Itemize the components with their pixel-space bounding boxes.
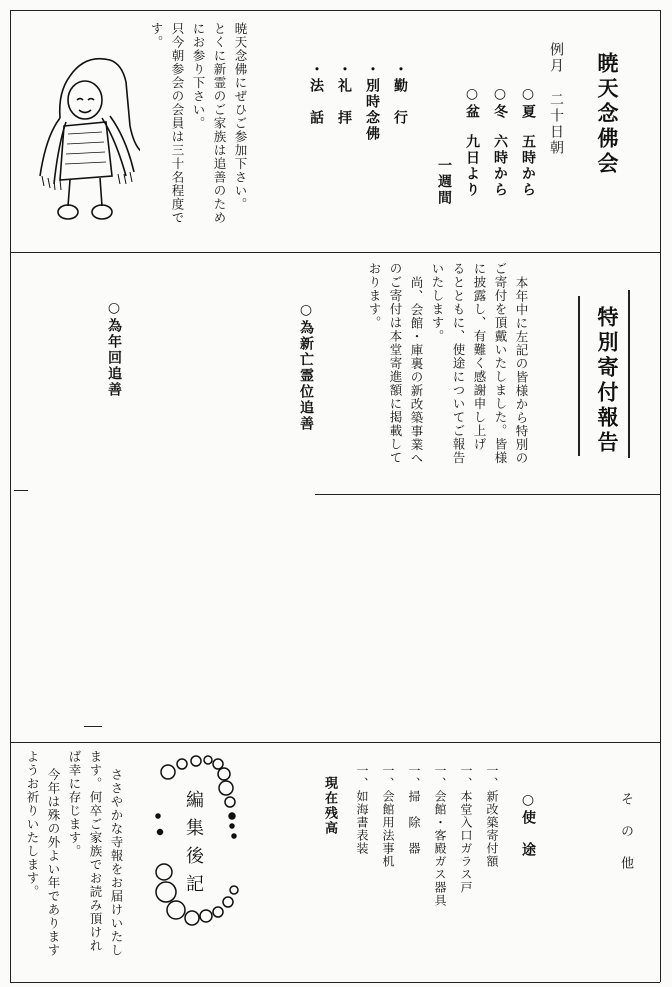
editor-line: 今年は殊の外よい年であります [46, 768, 61, 957]
usage-title: ○使 途 [520, 792, 536, 858]
dash-low [84, 726, 102, 727]
invite-line: す。 [149, 22, 164, 49]
program-item-1: ・別時念佛 [364, 62, 380, 142]
report-line: るとともに、使途についてご報告 [451, 262, 466, 465]
report-title-rule-left [578, 296, 580, 456]
usage-item-1: 一、本堂入口ガラス戸 [459, 764, 473, 894]
report-body [364, 262, 532, 492]
invite-line: とくに新霊のご家族は追善のため [212, 22, 227, 225]
report-line: おります。 [367, 262, 382, 330]
report-line: に披露し、有難く感謝申し上げ [472, 262, 487, 451]
schedule-value-0: 二十日朝 [548, 92, 564, 156]
report-title: 特別寄付報告 [595, 306, 619, 456]
program-item-3: ・法 話 [308, 62, 324, 126]
gyoten-title: 暁天念佛会 [595, 52, 619, 177]
schedule-value-3: 九日より [464, 134, 480, 198]
balance-label: 現在残高 [322, 776, 337, 836]
invite-line: 只今朝参会の会員は三十名程度で [170, 22, 185, 225]
editor-line: ささやかな寺報をお届けいたし [109, 768, 124, 957]
dash-left [14, 490, 28, 491]
report-line: のご寄付は本堂寄進額に掲載して [388, 262, 403, 465]
other-title: そ の 他 [618, 792, 633, 871]
schedule-label-2: ○冬 [492, 86, 508, 120]
editor-body [22, 750, 127, 978]
usage-item-5: 一、如海書表装 [355, 764, 369, 855]
report-line: ご寄付を頂戴いたしました。皆様 [493, 262, 508, 465]
border-right [660, 10, 661, 982]
program-item-0: ・勤 行 [392, 62, 408, 126]
invite-line: 暁天念佛にぜひご参加下さい。 [233, 22, 248, 211]
report-line: 尚、会館・庫裏の新改築事業へ [409, 276, 424, 465]
border-top [10, 10, 660, 11]
divider-2 [10, 742, 660, 743]
editor-line: ば幸に存じます。 [67, 750, 82, 858]
schedule-value-2: 六時から [492, 134, 508, 198]
usage-item-3: 一、掃 除 器 [407, 764, 421, 855]
report-line: 本年中に左記の皆様から特別の [514, 276, 529, 465]
report-col-new-spirits: ○為新亡霊位追善 [298, 302, 314, 432]
usage-item-2: 一、会館・客殿ガス器具 [433, 764, 447, 907]
editor-line: ようお祈りいたします。 [25, 750, 40, 899]
editor-title: 編集後記 [183, 790, 204, 902]
gyoten-invite [146, 22, 251, 242]
report-line: いたします。 [430, 262, 445, 343]
border-bottom [10, 982, 660, 983]
schedule-value-1: 五時から [520, 134, 536, 198]
usage-item-4: 一、会館用法事机 [381, 764, 395, 868]
invite-line: にお参り下さい。 [191, 22, 206, 130]
divider-1 [10, 252, 660, 253]
report-col-anniversary: ○為年回追善 [106, 300, 122, 398]
report-title-rule-right [628, 290, 630, 458]
divider-mid [315, 494, 660, 495]
border-left [10, 10, 11, 982]
schedule-label-1: ○夏 [520, 86, 536, 120]
schedule-week: 一週間 [436, 158, 452, 206]
schedule-label-3: ○盆 [464, 86, 480, 120]
usage-item-0: 一、新改築寄付額 [485, 764, 499, 868]
child-illustration [30, 56, 140, 226]
editor-line: ます。何卒ご家族でお読み頂けれ [88, 750, 103, 953]
program-item-2: ・礼 拝 [336, 62, 352, 126]
schedule-label-0: 例月 [548, 42, 564, 74]
